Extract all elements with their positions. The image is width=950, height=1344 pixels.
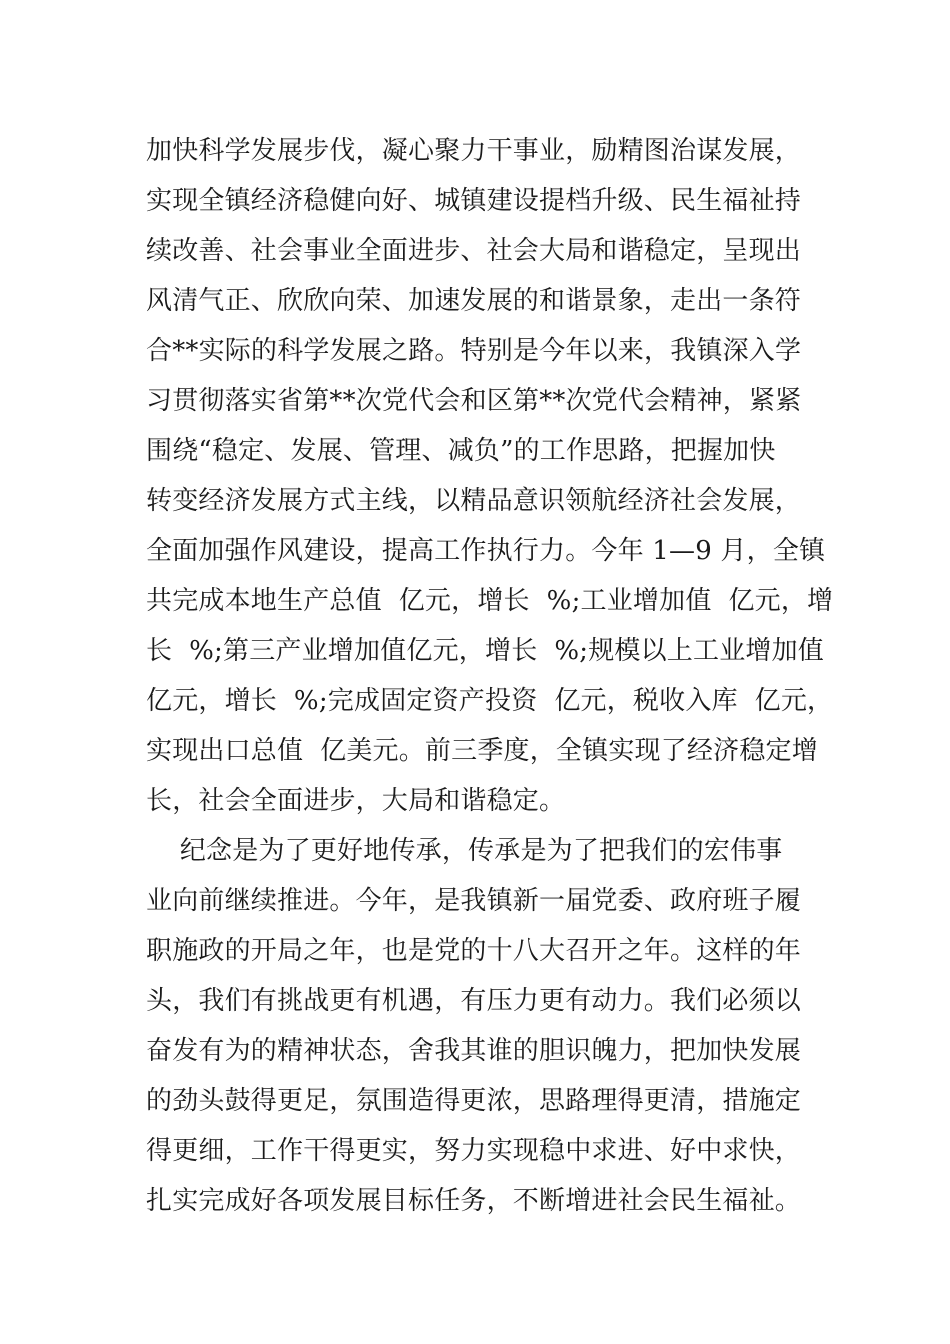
- text-line: 围绕“稳定、发展、管理、减负”的工作思路，把握加快: [146, 436, 776, 466]
- text-line: 转变经济发展方式主线，以精品意识领航经济社会发展，: [146, 486, 802, 516]
- text-line: 纪念是为了更好地传承，传承是为了把我们的宏伟事: [146, 836, 783, 866]
- text-line: 加快科学发展步伐，凝心聚力干事业，励精图治谋发展，: [146, 136, 802, 166]
- paragraph-2: [146, 826, 816, 1226]
- text-line: 亿元，增长 %;完成固定资产投资 亿元，税收入库 亿元，: [146, 686, 834, 716]
- text-line: 得更细，工作干得更实，努力实现稳中求进、好中求快，: [146, 1136, 802, 1166]
- text-line: 奋发有为的精神状态，舍我其谁的胆识魄力，把加快发展: [146, 1036, 802, 1066]
- text-line: 风清气正、欣欣向荣、加速发展的和谐景象，走出一条符: [146, 286, 802, 316]
- text-line: 长 %;第三产业增加值亿元，增长 %;规模以上工业增加值: [146, 636, 824, 666]
- text-line: 扎实完成好各项发展目标任务，不断增进社会民生福祉。: [146, 1186, 802, 1216]
- text-line: 头，我们有挑战更有机遇，有压力更有动力。我们必须以: [146, 986, 802, 1016]
- text-line: 实现全镇经济稳健向好、城镇建设提档升级、民生福祉持: [146, 186, 802, 216]
- text-line: 习贯彻落实省第**次党代会和区第**次党代会精神，紧紧: [146, 386, 802, 416]
- text-line: 合**实际的科学发展之路。特别是今年以来，我镇深入学: [146, 336, 802, 366]
- text-line: 职施政的开局之年，也是党的十八大召开之年。这样的年: [146, 936, 802, 966]
- text-line: 实现出口总值 亿美元。前三季度，全镇实现了经济稳定增: [146, 736, 818, 766]
- text-line: 业向前继续推进。今年，是我镇新一届党委、政府班子履: [146, 886, 802, 916]
- text-line: 长，社会全面进步，大局和谐稳定。: [146, 786, 566, 816]
- text-line: 续改善、社会事业全面进步、社会大局和谐稳定，呈现出: [146, 236, 802, 266]
- body-text: [146, 126, 834, 1226]
- text-line: 全面加强作风建设，提高工作执行力。今年 1—9 月，全镇: [146, 536, 826, 566]
- text-line: 共完成本地生产总值 亿元，增长 %;工业增加值 亿元，增: [146, 586, 834, 616]
- paragraph-1: [146, 126, 834, 826]
- text-line: 的劲头鼓得更足，氛围造得更浓，思路理得更清，措施定: [146, 1086, 802, 1116]
